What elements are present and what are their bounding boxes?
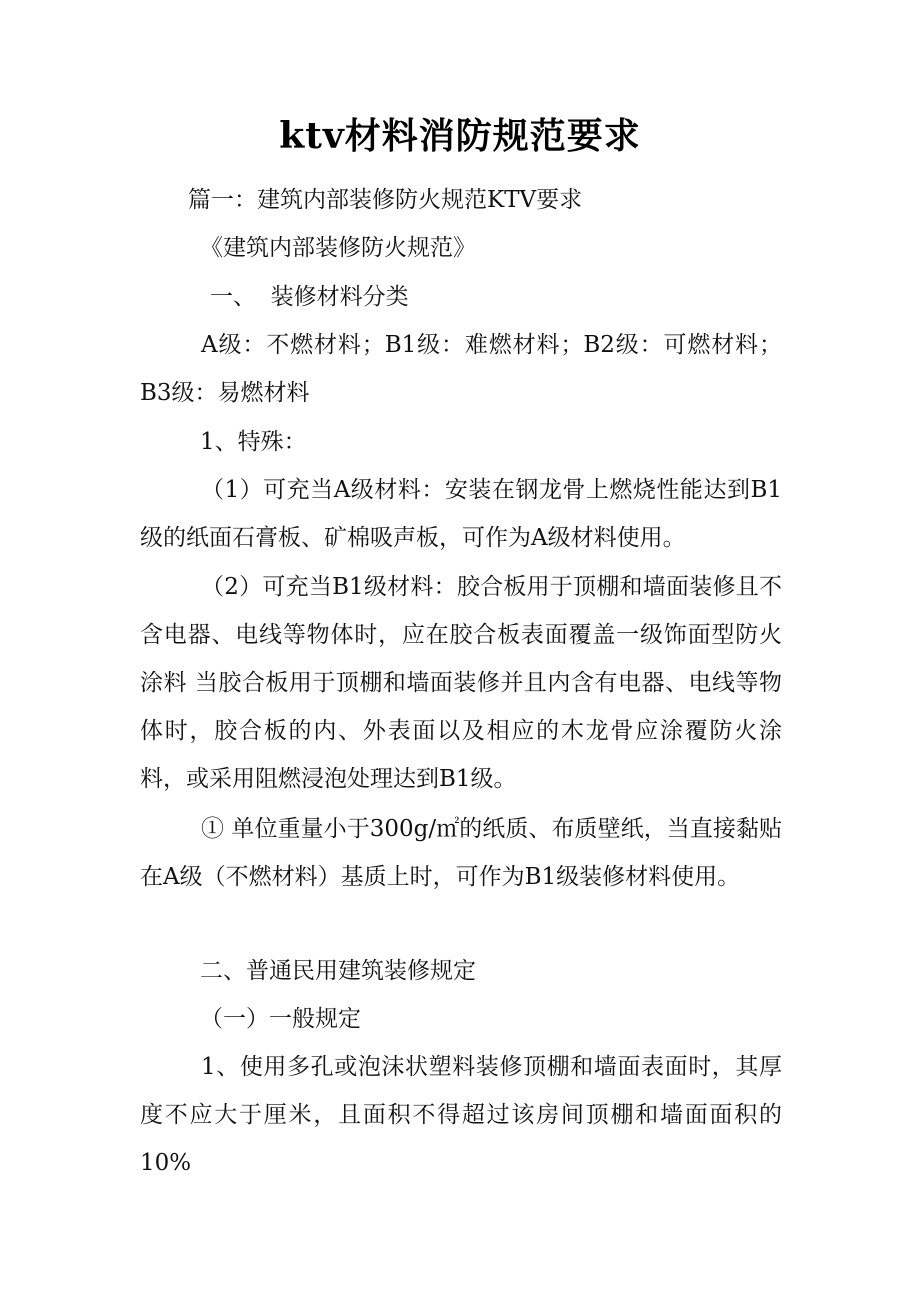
section-heading-civil-buildings: 二、普通民用建筑装修规定	[200, 958, 476, 984]
material-grades-paragraph: A级：不燃材料；B1级：难燃材料；B2级：可燃材料；B3级：易燃材料	[140, 332, 782, 406]
book-title: 《建筑内部装修防火规范》	[200, 235, 476, 261]
paragraph-item-2: （2）可充当B1级材料：胶合板用于顶棚和墙面装修且不含电器、电线等物体时，应在胶合板表面覆盖一级饰面型防火涂料 当胶合板用于顶棚和墙面装修并且内含有电器、电线等物体时，胶合板的内、外表面以及相应的木龙骨应涂覆防火涂料，或采用阻燃浸泡处理达到B1级。	[140, 574, 782, 792]
subtitle: 篇一：建筑内部装修防火规范KTV要求	[188, 187, 583, 213]
paragraph-item-3: ① 单位重量小于300g/㎡的纸质、布质壁纸，当直接黏贴在A级（不燃材料）基质上时，可作为B1级装修材料使用。	[140, 816, 782, 890]
paragraph-item-1: （1）可充当A级材料：安装在钢龙骨上燃烧性能达到B1级的纸面石膏板、矿棉吸声板，可作为A级材料使用。	[140, 477, 782, 551]
paragraph-rule-1: 1、使用多孔或泡沫状塑料装修顶棚和墙面表面时，其厚度不应大于厘米，且面积不得超过该房间顶棚和墙面面积的10%	[140, 1054, 782, 1176]
section-heading-material-classification: 一、 装修材料分类	[210, 284, 409, 310]
general-rules-heading: （一）一般规定	[200, 1006, 361, 1032]
special-heading: 1、特殊：	[200, 429, 307, 455]
document-title: ktv材料消防规范要求	[279, 115, 641, 157]
